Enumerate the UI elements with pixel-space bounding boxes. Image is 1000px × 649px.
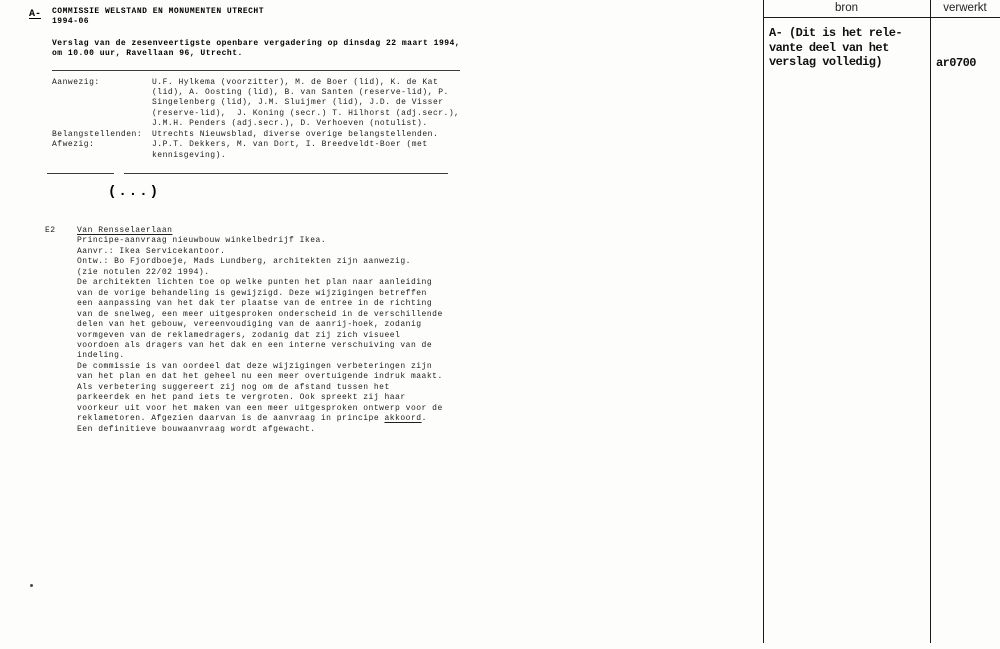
body-line: voordoen als dragers van het dak en een interne verschuiving van de	[77, 340, 433, 350]
belangstellenden-label: Belangstellenden:	[52, 129, 143, 139]
body-line: Principe-aanvraag nieuwbouw winkelbedrijf Ikea.	[77, 236, 327, 246]
bron-note-line: vante deel van het	[769, 40, 889, 55]
body-line: De architekten lichten toe op welke punten het plan naar aanleiding	[77, 278, 433, 288]
sidebar-column-divider	[930, 0, 931, 643]
omission-mark: (...)	[108, 184, 161, 200]
aanwezig-line: Singelenberg (lid), J.M. Sluijmer (lid), J.D. de Visser	[152, 98, 444, 108]
belangstellenden-line: Utrechts Nieuwsblad, diverse overige belangstellenden.	[152, 129, 439, 139]
bron-annotation	[769, 26, 902, 70]
attendance-values	[152, 78, 459, 162]
margin-mark: A-	[29, 9, 42, 20]
body-line: van het plan en dat het geheel nu een meer overtuigende indruk maakt.	[77, 372, 443, 382]
akkoord-post-text: .	[421, 414, 427, 424]
aanwezig-line: J.M.H. Penders (adj.secr.), D. Verhoeven (notulist).	[152, 119, 428, 129]
agenda-item-heading: Van Rensselaerlaan	[77, 226, 173, 235]
afwezig-line: J.P.T. Dekkers, M. van Dort, I. Breedveldt-Boer (met	[152, 140, 428, 150]
verwerkt-value: ar0700	[936, 56, 976, 70]
body-line: (zie notulen 22/02 1994).	[77, 267, 210, 277]
body-line: van de vorige behandeling is gewijzigd. Deze wijzigingen betreffen	[77, 288, 427, 298]
body-line: een aanpassing van het dak ter plaatse van de entree in de richting	[77, 299, 433, 309]
bron-note-line: A- (Dit is het rele-	[769, 26, 903, 40]
aanwezig-label: Aanwezig:	[52, 77, 100, 87]
akkoord-pre-text: reklametoren. Afgezien daarvan is de aanvraag in principe	[77, 414, 385, 424]
agenda-item-body	[77, 226, 443, 435]
body-line: delen van het gebouw, vereenvoudiging van de aanrij-hoek, zodanig	[77, 320, 422, 330]
doc-title: COMMISSIE WELSTAND EN MONUMENTEN UTRECHT	[52, 7, 265, 16]
afwezig-line: kennisgeving).	[152, 150, 227, 160]
aanwezig-line: (reserve-lid), J. Koning (secr.) T. Hilhorst (adj.secr.),	[152, 108, 460, 118]
divider-attendance-left	[47, 173, 114, 174]
body-line: vormgeven van de reklamedragers, zodanig dat zij zich visueel	[77, 330, 401, 340]
bron-column-header: bron	[834, 2, 859, 14]
body-line-akkoord	[77, 414, 443, 424]
doc-number: 1994-06	[52, 17, 90, 27]
agenda-item-code: E2	[45, 226, 56, 235]
sidebar-header-underline	[763, 17, 1000, 18]
body-line: voorkeur uit voor het maken van een meer uitgesproken ontwerp voor de	[77, 403, 443, 413]
body-line: parkeerdek en het pand iets te vergroten. Ook spreekt zij haar	[77, 393, 406, 403]
divider-top	[52, 70, 460, 71]
akkoord-word: akkoord	[384, 414, 422, 424]
bron-note-line: verslag volledig)	[769, 55, 883, 70]
aanwezig-line: U.F. Hylkema (voorzitter), M. de Boer (lid), K. de Kat	[152, 77, 439, 87]
intro-line: om 10.00 uur, Ravellaan 96, Utrecht.	[52, 49, 243, 59]
sidebar-left-border	[763, 0, 764, 643]
intro-line: Verslag van de zesenveertigste openbare vergadering op dinsdag 22 maart 1994,	[52, 39, 461, 48]
body-line: Aanvr.: Ikea Servicekantoor.	[77, 246, 226, 256]
body-line: Ontw.: Bo Fjordboeje, Mads Lundberg, architekten zijn aanwezig.	[77, 257, 411, 267]
divider-attendance-right	[124, 173, 448, 174]
body-line: Als verbetering suggereert zij nog om de afstand tussen het	[77, 382, 390, 392]
body-line: indeling.	[77, 351, 125, 361]
aanwezig-line: (lid), A. Oosting (lid), B. van Santen (reserve-lid), P.	[152, 87, 449, 97]
body-line: van de snelweg, een meer uitgesproken onderscheid in de verschillende	[77, 309, 443, 319]
ink-dot	[30, 584, 33, 587]
verwerkt-column-header: verwerkt	[943, 2, 987, 14]
afwezig-label: Afwezig:	[52, 140, 95, 150]
body-closing-line: Een definitieve bouwaanvraag wordt afgewacht.	[77, 424, 316, 434]
body-line: De commissie is van oordeel dat deze wijzigingen verbeteringen zijn	[77, 361, 433, 371]
